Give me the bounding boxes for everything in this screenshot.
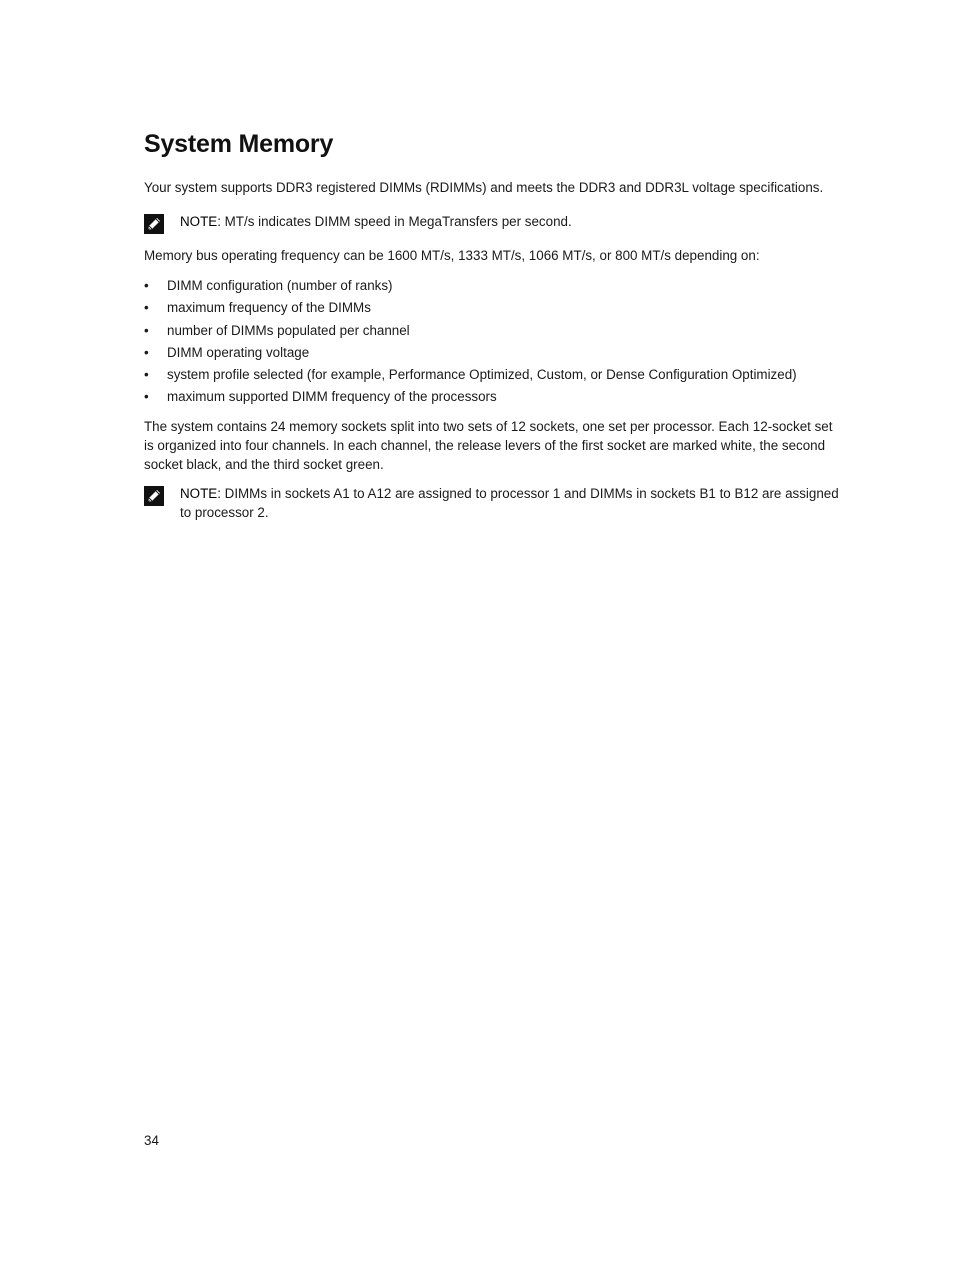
bullet: • <box>144 344 149 360</box>
frequency-factors-list <box>144 278 844 405</box>
page-content <box>144 126 844 522</box>
list-item: • maximum frequency of the DIMMs <box>144 300 371 316</box>
bullet: • <box>144 278 149 293</box>
note-text: MT/s indicates DIMM speed in MegaTransfers per second. <box>220 214 572 229</box>
frequency-paragraph: Memory bus operating frequency can be 1600 MT/s, 1333 MT/s, 1066 MT/s, or 800 MT/s depending on: <box>144 248 760 263</box>
pencil-note-icon <box>144 214 164 234</box>
bullet: • <box>144 322 149 338</box>
note-label: NOTE: <box>180 486 221 502</box>
page-number: 34 <box>144 1133 159 1148</box>
intro-paragraph: Your system supports DDR3 registered DIMMs (RDIMMs) and meets the DDR3 and DDR3L voltage specifications. <box>144 180 824 195</box>
bullet: • <box>144 367 149 383</box>
note-mts <box>144 212 844 231</box>
pencil-note-icon <box>144 486 164 506</box>
page-title: System Memory <box>144 130 334 158</box>
note-text: DIMMs in sockets A1 to A12 are assigned to processor 1 and DIMMs in sockets B1 to B12 are assigned to processor 2. <box>180 486 839 521</box>
list-item: • DIMM configuration (number of ranks) <box>144 278 393 293</box>
bullet: • <box>144 300 149 316</box>
note-label: NOTE: <box>180 214 221 229</box>
list-item: • number of DIMMs populated per channel <box>144 322 410 338</box>
bullet: • <box>144 389 149 405</box>
list-item: • maximum supported DIMM frequency of the processors <box>144 389 497 405</box>
list-item: • DIMM operating voltage <box>144 344 310 360</box>
sockets-paragraph: The system contains 24 memory sockets split into two sets of 12 sockets, one set per processor. Each 12-socket set is organized into four channels. In each channel, the release levers of the first socket are marked white, the second socket black, and the third socket green. <box>144 419 833 473</box>
list-item: • system profile selected (for example, Performance Optimized, Custom, or Dense Configuration Optimized) <box>144 367 797 383</box>
note-processor-assignment <box>144 484 844 522</box>
